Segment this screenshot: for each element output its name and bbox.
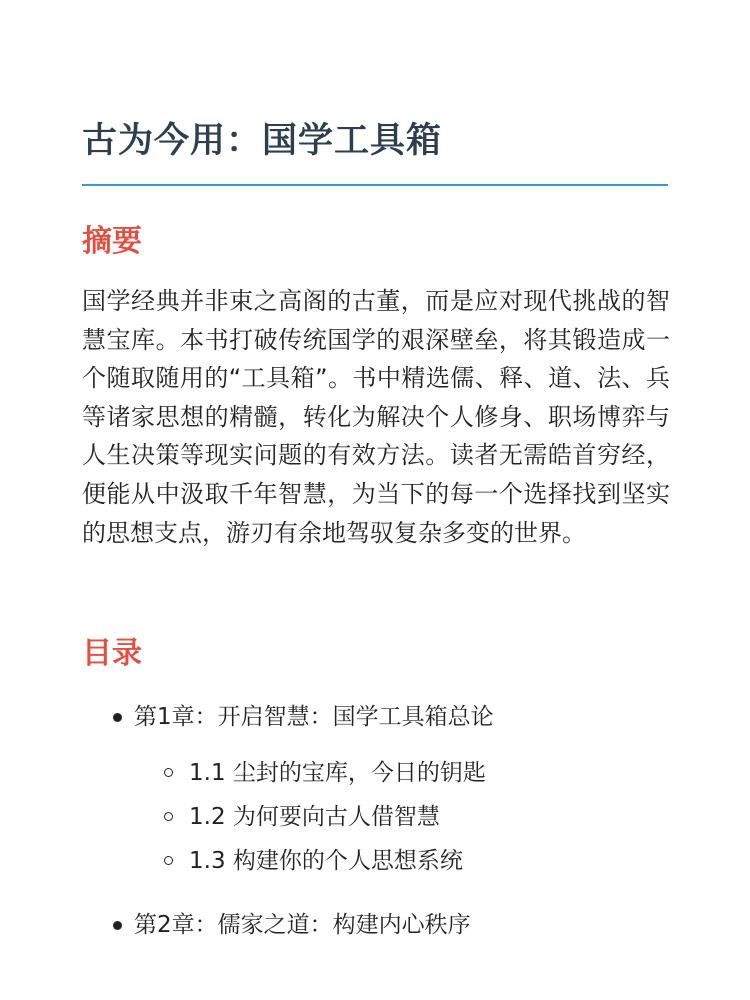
- bullet-circle-icon: [164, 768, 173, 777]
- toc-chapter-label: 第2章：儒家之道：构建内心秩序: [134, 912, 471, 938]
- table-of-contents: [82, 697, 670, 945]
- toc-section-1-2: [82, 797, 670, 841]
- toc-section-1-1: [82, 753, 670, 797]
- toc-chapter-1: [82, 697, 670, 737]
- toc-chapter-1-sections: [82, 753, 670, 885]
- toc-chapter-2: [82, 905, 670, 945]
- title-divider: [82, 184, 668, 186]
- bullet-disc-icon: [113, 713, 122, 722]
- toc-chapter-label: 第1章：开启智慧：国学工具箱总论: [134, 704, 494, 730]
- toc-section-1-3: [82, 841, 670, 885]
- bullet-circle-icon: [164, 812, 173, 821]
- bullet-disc-icon: [113, 921, 122, 930]
- toc-section-label: 1.1 尘封的宝库，今日的钥匙: [189, 760, 486, 786]
- toc-section-label: 1.2 为何要向古人借智慧: [189, 804, 440, 830]
- bullet-circle-icon: [164, 856, 173, 865]
- toc-section-label: 1.3 构建你的个人思想系统: [189, 848, 463, 874]
- summary-paragraph: 国学经典并非束之高阁的古董，而是应对现代挑战的智慧宝库。本书打破传统国学的艰深壁垒，将其锻造成一个随取随用的“工具箱”。书中精选儒、释、道、法、兵等诸家思想的精髓，转化为解决个人修身、职场博弈与人生决策等现实问题的有效方法。读者无需皓首穷经，便能从中汲取千年智慧，为当下的每一个选择找到坚实的思想支点，游刃有余地驾驭复杂多变的世界。: [82, 287, 670, 547]
- summary-heading: 摘要: [82, 224, 142, 259]
- toc-heading: 目录: [82, 636, 142, 671]
- page-title: 古为今用：国学工具箱: [82, 121, 443, 161]
